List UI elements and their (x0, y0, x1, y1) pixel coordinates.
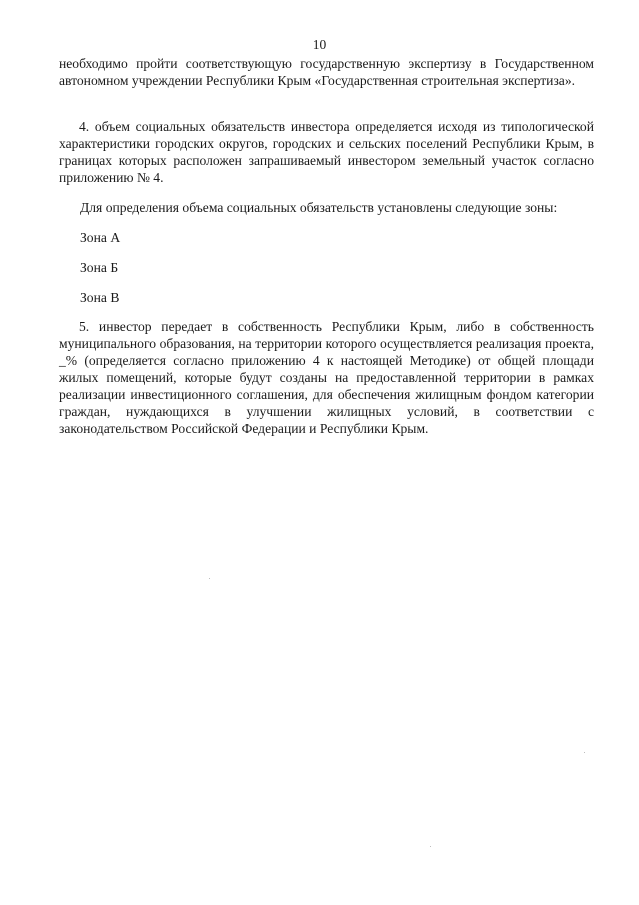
scan-speck (209, 578, 210, 579)
page-number: 10 (312, 37, 327, 52)
paragraph-continuation: необходимо пройти соответствующую государственную экспертизу в Государственном автономном учреждении Республики Крым «Государственная строительная экспертиза». (59, 56, 594, 88)
paragraph-item-5: 5. инвестор передает в собственность Республики Крым, либо в собственность муниципального образования, на территории которого осуществляется реализация проекта, _% (определяется согласно приложению 4 к настоящей Методике) от общей площади жилых помещений, которые будут созданы на предоставленной территории в рамках реализации инвестиционного соглашения, для обеспечения жилищным фондом категории граждан, нуждающихся в улучшении жилищных условий, в соответствии с законодательством Российской Федерации и Республики Крым. (59, 319, 594, 436)
scan-speck (430, 846, 431, 847)
scan-speck (584, 752, 585, 753)
paragraph-zones-intro: Для определения объема социальных обязательств установлены следующие зоны: (80, 200, 558, 215)
zone-a: Зона А (80, 230, 121, 245)
paragraph-item-4: 4. объем социальных обязательств инвестора определяется исходя из типологической характеристики городских округов, городских и сельских поселений Республики Крым, в границах которых расположен запрашиваемый инвестором земельный участок согласно приложению № 4. (59, 119, 594, 185)
zone-c: Зона В (80, 290, 120, 305)
zone-b: Зона Б (80, 260, 119, 275)
